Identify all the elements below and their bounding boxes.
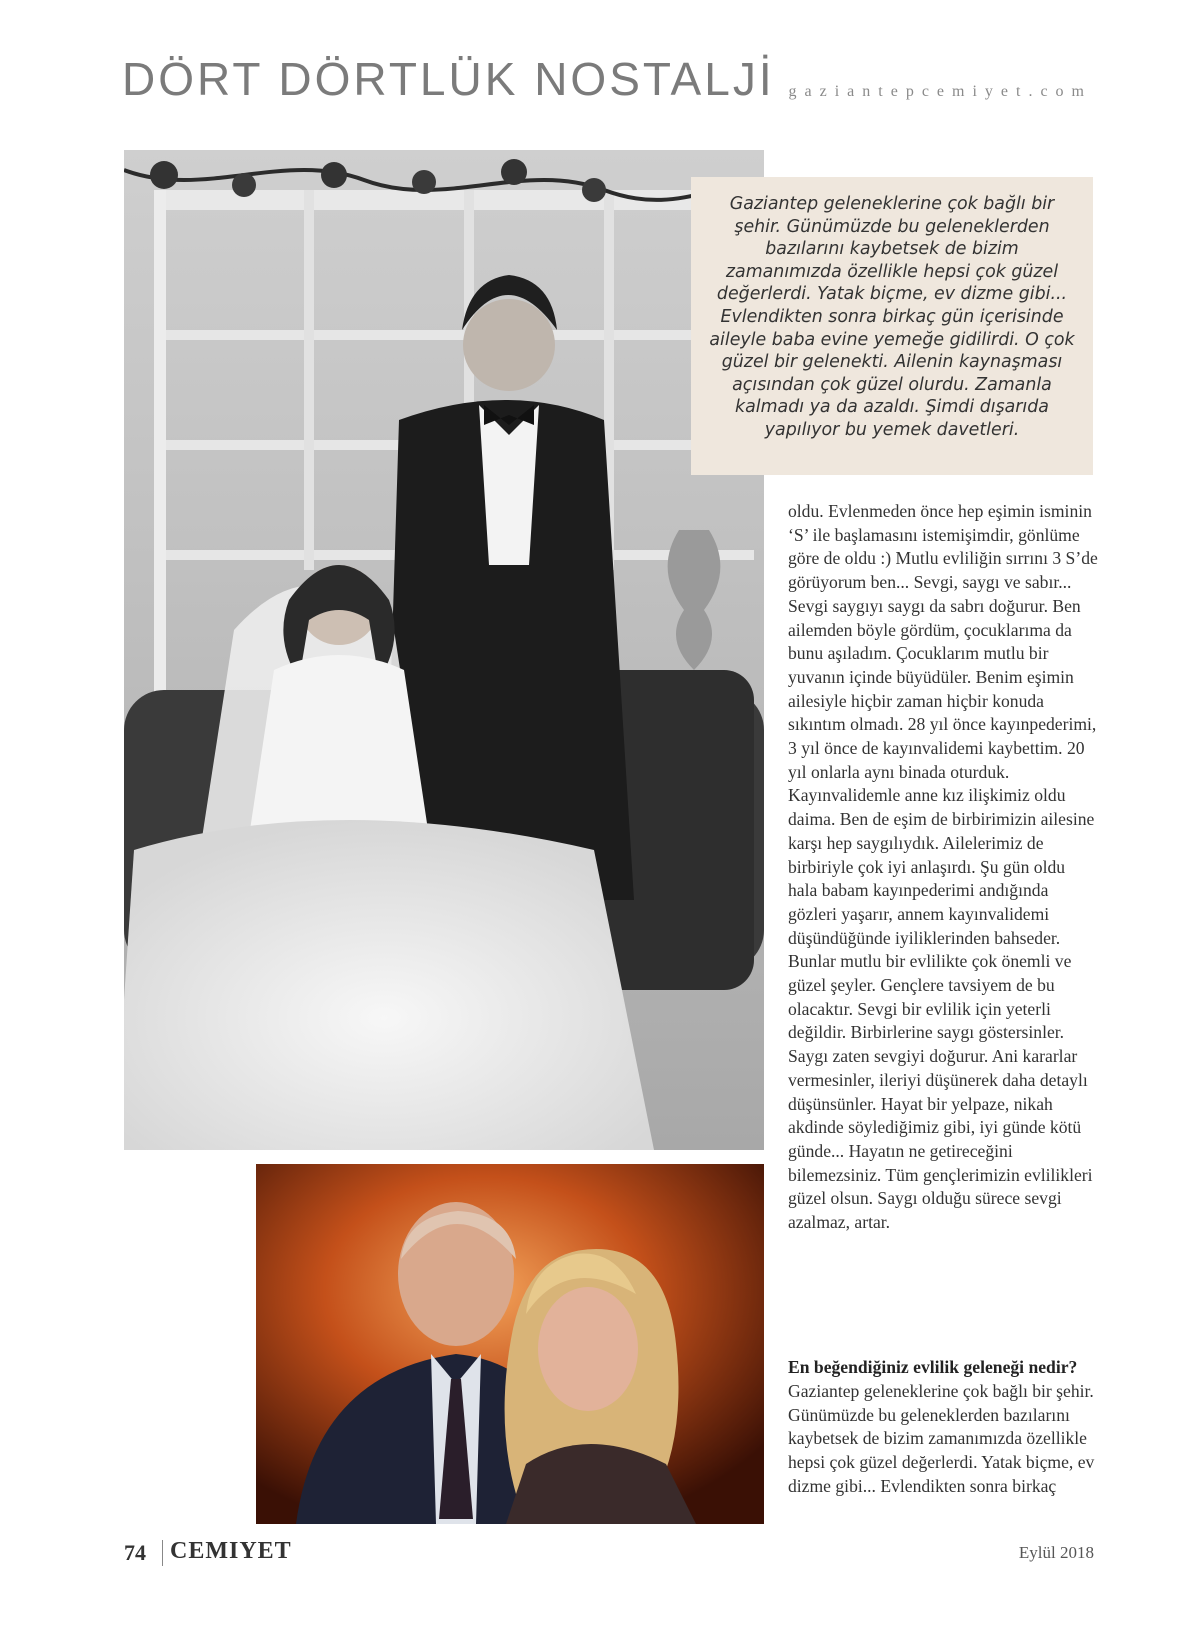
article-paragraph-2: Gaziantep geleneklerine çok bağlı bir şehir. Günümüzde bu geleneklerden bazılarını kaybetsek de bizim zamanımızda özellikle hepsi çok güzel değerlerdi. Yatak biçme, ev dizme gibi... Evlendikten sonra birkaç xyxy=(788,1381,1095,1496)
couple-photo-illustration xyxy=(256,1164,764,1524)
issue-date: Eylül 2018 xyxy=(1018,1543,1094,1562)
magazine-name: CEMIYET xyxy=(170,1538,292,1564)
section-title: DÖRT DÖRTLÜK NOSTALJİ xyxy=(122,53,775,105)
article-paragraph-1: oldu. Evlenmeden önce hep eşimin isminin ‘S’ ile başlamasını istemişimdir, gönlüme göre de oldu :) Mutlu evliliğin sırrını 3 S’de görüyorum ben... Sevgi, saygı ve sabır... Sevgi saygıyı saygı da sabrı doğurur. Ben ailemden böyle gördüm, çocuklarıma da bunu aşıladım. Çocuklarım mutlu bir yuvanın içinde büyüdüler. Benim eşimin ailesiyle hiçbir zaman hiçbir konuda sıkıntım olmadı. 28 yıl önce kayınpederimi, 3 yıl önce de kayınvalidemi kaybettim. 20 yıl onlarla aynı binada oturduk. Kayınvalidemle anne kız ilişkimiz oldu daima. Ben de eşim de birbirimizin ailesine karşı hep saygılıydık. Ailelerimiz de birbiriyle çok iyi anlaşırdı. Şu gün oldu hala babam kayınpederimi andığında gözleri yaşarır, annem kayınvalidemi düşündüğünde iyiliklerinden bahseder. Bunlar mutlu bir evlilikte çok önemli ve güzel şeyler. Gençlere tavsiyem de bu olacaktır. Sevgi bir evlilik için yeterli değildir. Birbirlerine saygı göstersinler. Saygı zaten sevgiyi doğurur. Ani kararlar vermesinler, ileriyi düşünerek daha detaylı düşünsünler. Hayat bir yelpaze, nikah akdinde söylediğimiz gibi, iyi günde kötü günde... Hayatın ne getireceğini bilemezsiniz. Tüm gençlerimizin evlilikleri güzel olsun. Saygı olduğu sürece sevgi azalmaz, artar. xyxy=(788,501,1098,1233)
article-question: En beğendiğiniz evlilik geleneği nedir? xyxy=(788,1357,1078,1377)
couple-photo xyxy=(256,1164,764,1524)
page-number: 74 xyxy=(124,1540,146,1565)
site-url: gaziantepcemiyet.com xyxy=(788,83,1092,100)
wedding-photo-illustration xyxy=(124,150,764,1150)
wedding-photo xyxy=(124,150,764,1150)
pull-quote: Gaziantep geleneklerine çok bağlı bir şehir. Günümüzde bu geleneklerden bazılarını kaybetsek de bizim zamanımızda özellikle hepsi çok güzel değerlerdi. Yatak biçme, ev dizme gibi... Evlendikten sonra birkaç gün içerisinde aileyle baba evine yemeğe gidilirdi. O çok güzel bir gelenekti. Ailenin kaynaşması açısından çok güzel olurdu. Zamanla kalmadı ya da azaldı. Şimdi dışarıda yapılıyor bu yemek davetleri. xyxy=(691,177,1093,475)
footer-divider xyxy=(162,1540,163,1566)
